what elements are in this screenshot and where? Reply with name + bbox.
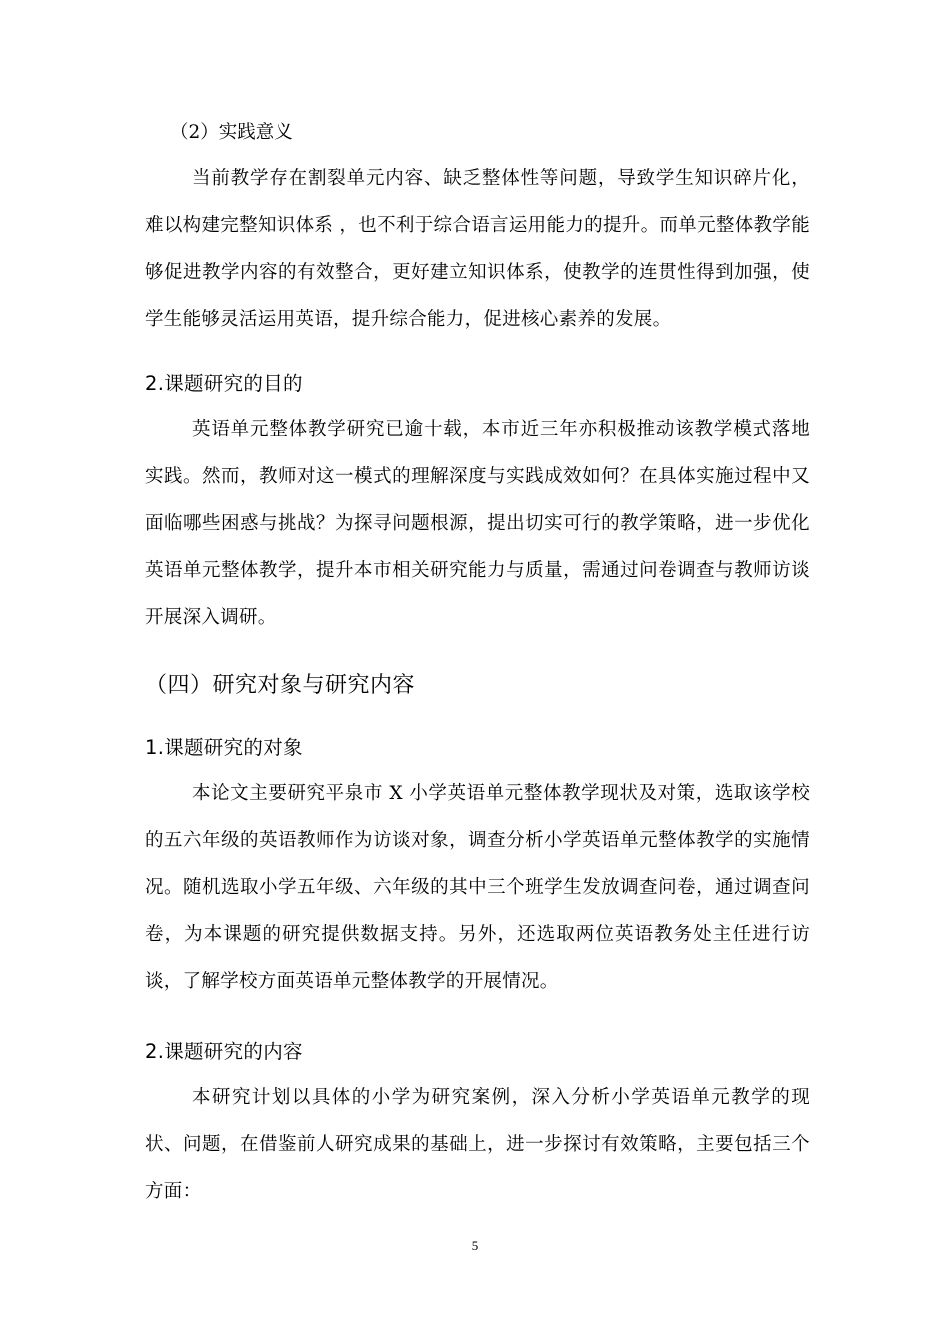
- practice-significance-label: （2）实践意义: [170, 122, 293, 143]
- section-four-heading: （四）研究对象与研究内容: [145, 673, 416, 698]
- page-number: 5: [471, 1238, 479, 1253]
- purpose-paragraph: 英语单元整体教学研究已逾十载，本市近三年亦积极推动该教学模式落地实践。然而，教师对这一模式的理解深度与实践成效如何？在具体实施过程中又面临哪些困惑与挑战？为探寻问题根源，提出切实可行的教学策略，进一步优化英语单元整体教学，提升本市相关研究能力与质量，需通过问卷调查与教师访谈开展深入调研。: [145, 419, 810, 628]
- practice-significance-paragraph: 当前教学存在割裂单元内容、缺乏整体性等问题，导致学生知识碎片化，难以构建完整知识体系 ，也不利于综合语言运用能力的提升。而单元整体教学能够促进教学内容的有效整合，更好建立知识体系，使教学的连贯性得到加强，使学生能够灵活运用英语，提升综合能力，促进核心素养的发展。: [145, 168, 810, 330]
- research-object-heading: 1.课题研究的对象: [145, 736, 303, 759]
- research-content-paragraph: 本研究计划以具体的小学为研究案例，深入分析小学英语单元教学的现状、问题，在借鉴前人研究成果的基础上，进一步探讨有效策略，主要包括三个方面：: [145, 1087, 810, 1202]
- purpose-heading: 2.课题研究的目的: [145, 372, 303, 395]
- research-content-heading: 2.课题研究的内容: [145, 1040, 303, 1063]
- research-object-paragraph: 本论文主要研究平泉市 X 小学英语单元整体教学现状及对策，选取该学校的五六年级的英语教师作为访谈对象，调查分析小学英语单元整体教学的实施情况。随机选取小学五年级、六年级的其中三个班学生发放调查问卷，通过调查问卷，为本课题的研究提供数据支持。另外，还选取两位英语教务处主任进行访谈，了解学校方面英语单元整体教学的开展情况。: [145, 783, 810, 992]
